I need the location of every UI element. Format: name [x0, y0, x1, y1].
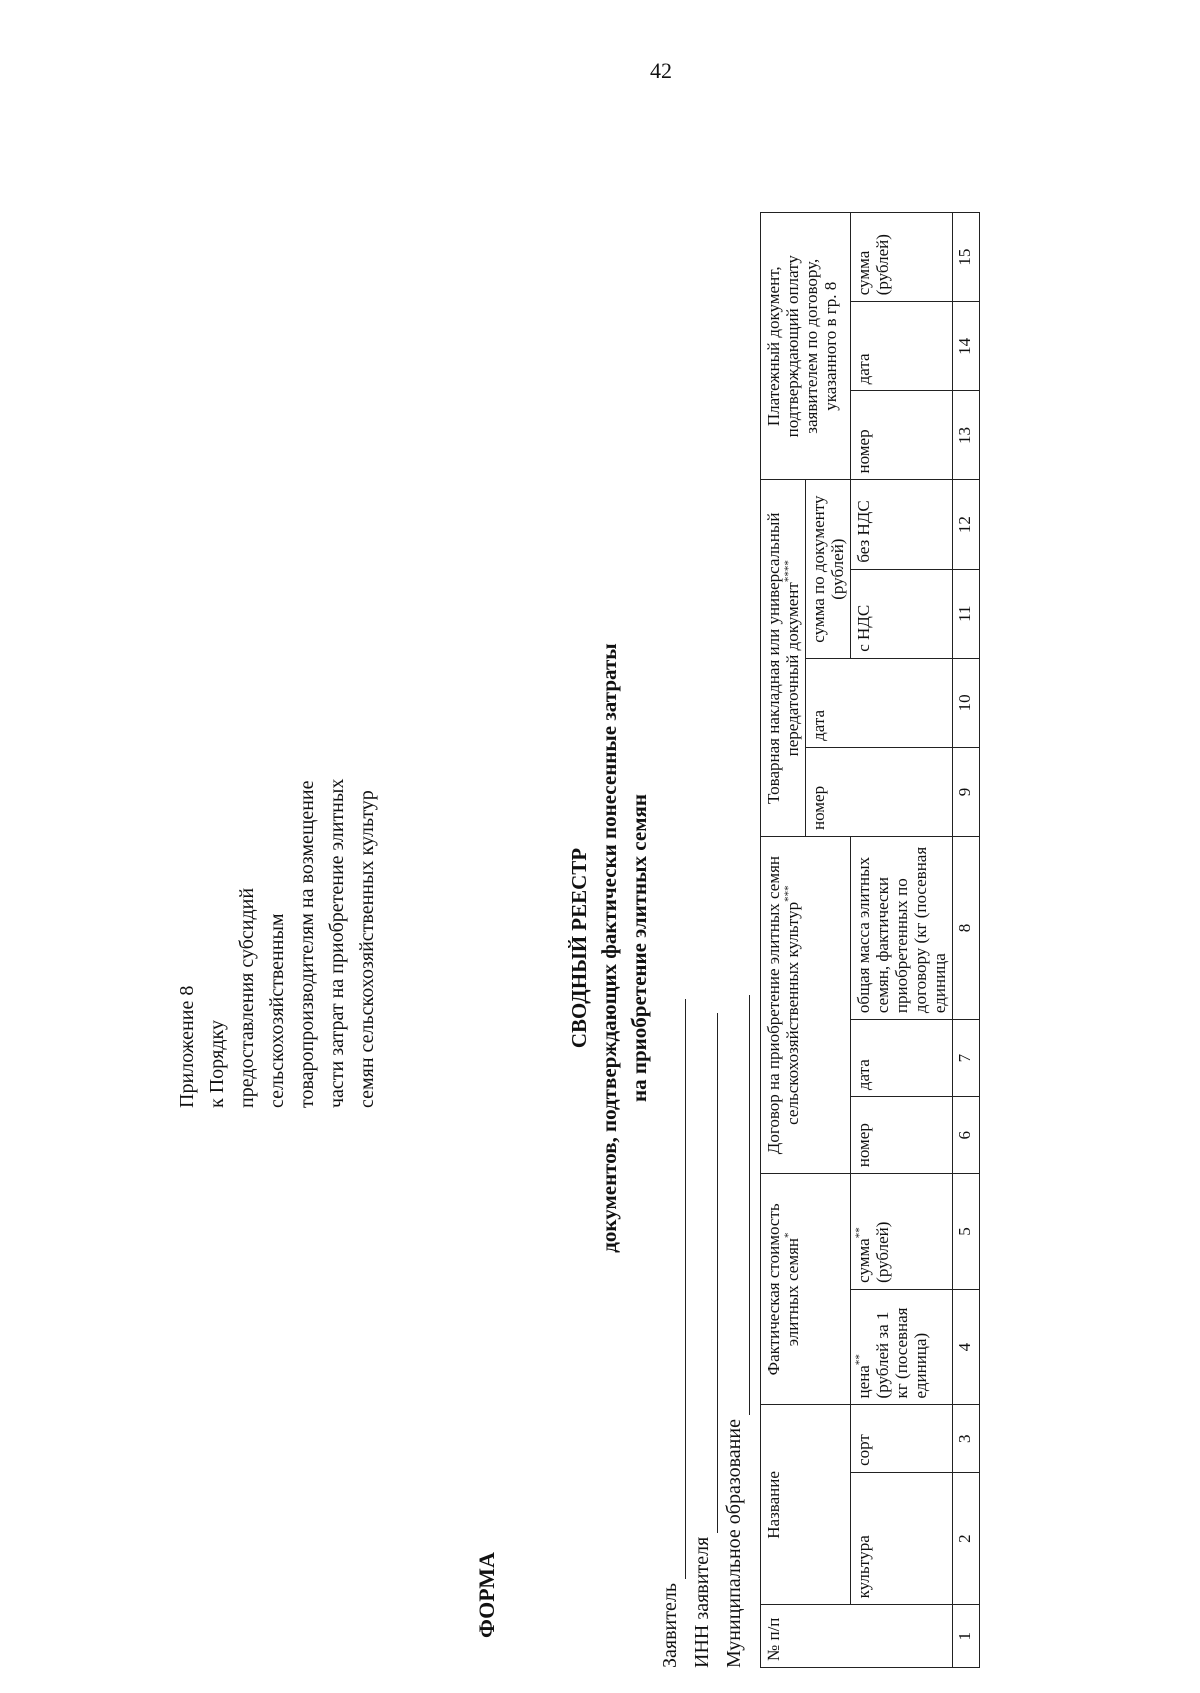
municipality-row — [718, 995, 750, 1668]
header-contract: Договор на приобретение элитных семян сельскохозяйственных культур*** — [761, 837, 851, 1174]
municipality-line[interactable] — [727, 995, 750, 1415]
header-name: Название — [761, 1405, 851, 1605]
appendix-line: к Порядку — [206, 1020, 228, 1108]
applicant-fields — [654, 995, 750, 1668]
column-number: 9 — [953, 747, 980, 836]
subheader-contract-date: дата — [851, 1020, 953, 1097]
column-number: 2 — [953, 1472, 980, 1604]
header-row-1 — [761, 213, 806, 1668]
subheader-price: цена** (рублей за 1 кг (посевная единица) — [851, 1289, 953, 1405]
header-row-3 — [851, 213, 953, 1668]
appendix-line: товаропроизводителям на возмещение — [296, 780, 318, 1108]
column-number: 10 — [953, 658, 980, 747]
title-line-2: документов, подтверждающих фактически понесенные затраты — [597, 643, 621, 1253]
page-number: 42 — [650, 58, 672, 83]
municipality-label: Муниципальное образование — [723, 1419, 745, 1668]
column-number: 14 — [953, 302, 980, 391]
applicant-label: Заявитель — [659, 1583, 681, 1668]
column-number: 3 — [953, 1405, 980, 1472]
subheader-sum: сумма** (рублей) — [851, 1174, 953, 1290]
appendix-line: Приложение 8 — [176, 985, 198, 1108]
column-number: 4 — [953, 1289, 980, 1405]
column-number: 5 — [953, 1174, 980, 1290]
header-payment: Платежный документ, подтверждающий оплату заявителем по договору, указанного в гр. 8 — [761, 213, 851, 481]
subheader-contract-mass: общая масса элитных семян, фактически приобретенных по договору (кг (посевная единица — [851, 837, 953, 1020]
subheader-contract-number: номер — [851, 1097, 953, 1174]
title-line-3: на приобретение элитных семян — [627, 794, 651, 1102]
registry-table — [760, 212, 980, 1668]
applicant-line[interactable] — [663, 999, 686, 1579]
column-number: 12 — [953, 480, 980, 569]
appendix-line: семян сельскохозяйственных культур — [356, 790, 378, 1108]
column-number: 11 — [953, 569, 980, 658]
column-number: 13 — [953, 391, 980, 480]
appendix-line: предоставления субсидий — [236, 887, 258, 1108]
column-numbers-row — [953, 213, 980, 1668]
column-number: 15 — [953, 213, 980, 302]
subheader-crop: культура — [851, 1472, 953, 1604]
subheader-with-vat: с НДС — [851, 569, 953, 658]
appendix-line: части затрат на приобретение элитных — [326, 778, 348, 1108]
appendix-line: сельскохозяйственным — [266, 913, 288, 1108]
header-invoice: Товарная накладная или универсальный передаточный документ**** — [761, 480, 806, 837]
inn-label: ИНН заявителя — [691, 1536, 713, 1668]
subheader-invoice-date: дата — [806, 658, 953, 747]
appendix-block — [172, 779, 382, 1108]
applicant-row — [654, 995, 686, 1668]
subheader-variety: сорт — [851, 1405, 953, 1472]
subheader-payment-sum: сумма (рублей) — [851, 213, 953, 302]
header-num: № п/п — [761, 1605, 953, 1668]
document-title — [564, 308, 654, 1588]
column-number: 8 — [953, 837, 980, 1020]
header-cost: Фактическая стоимость элитных семян* — [761, 1174, 851, 1405]
form-label: ФОРМА — [474, 1552, 499, 1638]
subheader-invoice-sum: сумма по документу (рублей) — [806, 480, 851, 658]
rotated-form-sheet — [12, 48, 1162, 1688]
subheader-without-vat: без НДС — [851, 480, 953, 569]
column-number: 6 — [953, 1097, 980, 1174]
inn-line[interactable] — [695, 1013, 718, 1533]
subheader-payment-date: дата — [851, 302, 953, 391]
inn-row — [686, 995, 718, 1668]
subheader-invoice-number: номер — [806, 747, 953, 836]
title-line-1: СВОДНЫЙ РЕЕСТР — [567, 847, 591, 1049]
subheader-payment-number: номер — [851, 391, 953, 480]
column-number: 7 — [953, 1020, 980, 1097]
column-number: 1 — [953, 1605, 980, 1668]
